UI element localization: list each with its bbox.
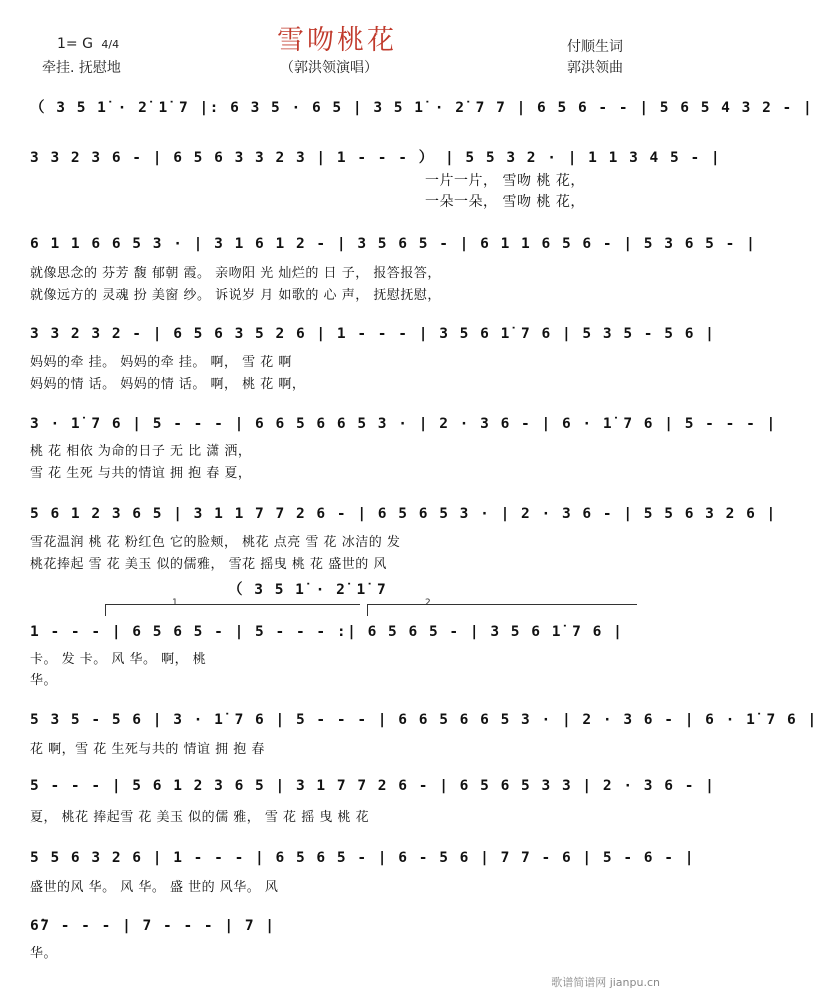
lyrics-row-2-verse-2: 一朵一朵， 雪吻 桃 花， <box>425 194 585 210</box>
lyricist-credit: 付顺生词 <box>567 39 623 55</box>
score-row-11: 6̇7 - - - | 7 - - - | 7 | <box>30 918 276 934</box>
performance-mood: 牵挂. 抚慰地 <box>42 60 121 76</box>
key-value: 1= G <box>57 36 93 52</box>
lyrics-row-3-verse-2: 就像远方的 灵魂 扮 美窗 纱。 诉说岁 月 如歌的 心 声， 抚慰抚慰， <box>30 288 441 303</box>
score-row-2: 3 3 2 3 6 - | 6 5 6 3 3 2 3 | 1 - - - ） | 5 5 3 2 · | 1 1 3 4 5 - | <box>30 150 722 166</box>
volta-bracket-1-start <box>105 604 106 616</box>
lyrics-row-7-verse-2: 华。 <box>30 673 58 688</box>
lyrics-row-11: 华。 <box>30 946 58 961</box>
lyrics-row-5-verse-1: 桃 花 相依 为命的日子 无 比 潇 洒， <box>30 444 252 459</box>
lyrics-row-3-verse-1: 就像思念的 芬芳 馥 郁朝 霞。 亲吻阳 光 灿烂的 日 子， 报答报答， <box>30 266 441 281</box>
score-row-9: 5 - - - | 5 6 1 2 3 6 5 | 3 1 7 7 2 6 - | 6 5 6 5 3 3 | 2 · 3 6 - | <box>30 778 716 794</box>
score-row-1: （ 3 5 1̇ · 2̇ 1̇ 7 |: 6 3 5 · 6 5 | 3 5 1̇ · 2̇ 7 7 | 6 5 6 - - | 5 6 5 4 3 2 - | <box>30 100 814 116</box>
score-row-3: 6 1 1 6 6 5 3 · | 3 1 6 1 2 - | 3 5 6 5 - | 6 1 1 6 5 6 - | 5 3 6 5 - | <box>30 236 757 252</box>
song-title: 雪吻桃花 <box>277 25 397 56</box>
score-row-7: 1 - - - | 6 5 6 5 - | 5 - - - :| 6 5 6 5 - | 3 5 6 1̇ 7 6 | <box>30 624 624 640</box>
lyrics-row-10: 盛世的风 华。 风 华。 盛 世的 风华。 风 <box>30 880 279 895</box>
volta-bracket-2-start <box>367 604 368 616</box>
composer-credit: 郭洪领曲 <box>567 60 623 76</box>
score-row-8: 5 3 5 - 5 6 | 3 · 1̇ 7 6 | 5 - - - | 6 6 5 6 6 5 3 · | 2 · 3 6 - | 6 · 1̇ 7 6 | <box>30 712 818 728</box>
score-row-5: 3 · 1̇ 7 6 | 5 - - - | 6 6 5 6 6 5 3 · | 2 · 3 6 - | 6 · 1̇ 7 6 | 5 - - - | <box>30 416 777 432</box>
volta-bracket-2 <box>367 604 637 605</box>
volta-label-2: 2 <box>425 598 431 608</box>
score-row-10: 5 5 6 3 2 6 | 1 - - - | 6 5 6 5 - | 6 - 5 6 | 7 7 - 6 | 5 - 6 - | <box>30 850 695 866</box>
lyrics-row-4-verse-1: 妈妈的牵 挂。 妈妈的牵 挂。 啊， 雪 花 啊 <box>30 355 292 370</box>
performer-credit: （郭洪领演唱） <box>280 60 378 76</box>
key-signature <box>57 36 119 52</box>
lyrics-row-2-verse-1: 一片一片， 雪吻 桃 花， <box>425 173 585 189</box>
volta-bracket-1 <box>105 604 360 605</box>
lyrics-row-5-verse-2: 雪 花 生死 与共的情谊 拥 抱 春 夏， <box>30 466 252 481</box>
score-row-6: 5 6 1 2 3 6 5 | 3 1 1 7 7 2 6 - | 6 5 6 5 3 · | 2 · 3 6 - | 5 5 6 3 2 6 | <box>30 506 777 522</box>
lyrics-row-8: 花 啊，雪 花 生死与共的 情谊 拥 抱 春 <box>30 742 265 757</box>
lyrics-row-4-verse-2: 妈妈的情 话。 妈妈的情 话。 啊， 桃 花 啊， <box>30 377 306 392</box>
time-signature: 4/4 <box>101 38 120 51</box>
lyrics-row-7-verse-1: 卡。 发 卡。 风 华。 啊， 桃 <box>30 652 207 667</box>
site-watermark: 歌谱简谱网 jianpu.cn <box>551 976 660 989</box>
lyrics-row-9: 夏， 桃花 捧起雪 花 美玉 似的儒 雅， 雪 花 摇 曳 桃 花 <box>30 810 370 825</box>
lyrics-row-6-verse-1: 雪花温润 桃 花 粉红色 它的脸颊， 桃花 点亮 雪 花 冰洁的 发 <box>30 535 401 550</box>
lyrics-row-6-verse-2: 桃花捧起 雪 花 美玉 似的儒雅， 雪花 摇曳 桃 花 盛世的 风 <box>30 557 387 572</box>
volta-label-1: 1 <box>172 598 178 608</box>
score-row-4: 3 3 2 3 2 - | 6 5 6 3 5 2 6 | 1 - - - | 3 5 6 1̇ 7 6 | 5 3 5 - 5 6 | <box>30 326 716 342</box>
repeat-prefix: （ 3 5 1̇ · 2̇ 1̇ 7 <box>228 582 388 598</box>
